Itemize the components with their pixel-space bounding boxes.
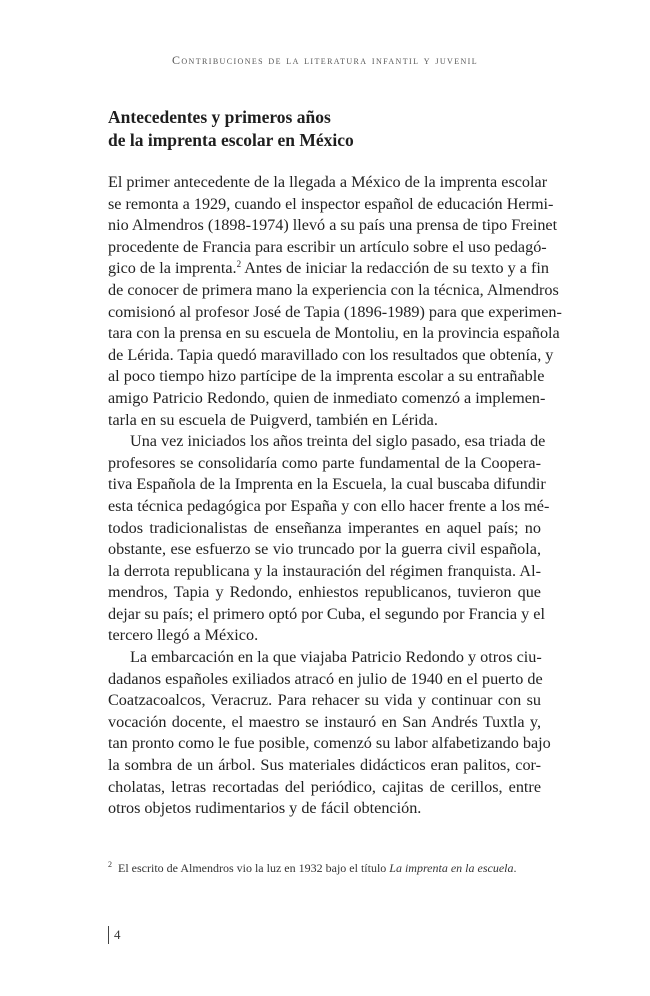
text-line: cholatas, letras recortadas del periódico, cajitas de cerillos, entre <box>108 777 541 796</box>
text-line: tercero llegó a México. <box>108 626 259 645</box>
text-line: amigo Patricio Redondo, quien de inmediato comenzó a implemen- <box>108 388 546 407</box>
footnote-text-end: . <box>513 861 517 875</box>
text-line: Coatzacoalcos, Veracruz. Para rehacer su vida y continuar con su <box>108 691 541 710</box>
footnote-ref: 2 <box>236 259 242 270</box>
text-line: tiva Española de la Imprenta en la Escuela, la cual buscaba difundir <box>108 475 546 494</box>
footnote <box>108 860 548 876</box>
text-line: dejar su país; el primero optó por Cuba, el segundo por Francia y el <box>108 604 545 623</box>
text-line: obstante, ese esfuerzo se vio truncado por la guerra civil española, <box>108 540 541 559</box>
text-line: La embarcación en la que viajaba Patricio Redondo y otros ciu- <box>130 648 542 667</box>
page-number: 4 <box>108 926 121 944</box>
text-line: tarla en su escuela de Puigverd, también en Lérida. <box>108 410 438 429</box>
text-line: procedente de Francia para escribir un artículo sobre el uso pedagó- <box>108 237 547 256</box>
text-line: dadanos españoles exiliados atracó en julio de 1940 en el puerto de <box>108 669 543 688</box>
text-line: tan pronto como le fue posible, comenzó su labor alfabetizando bajo <box>108 734 551 753</box>
text-fragment: Antes de iniciar la redacción de su texto y a fin <box>244 259 549 278</box>
text-line: al poco tiempo hizo partícipe de la imprenta escolar a su entrañable <box>108 367 545 386</box>
text-line: mendros, Tapia y Redondo, enhiestos republicanos, tuvieron que <box>108 583 541 602</box>
text-line: de conocer de primera mano la experiencia con la técnica, Almendros <box>108 280 559 299</box>
text-line: esta técnica pedagógica por España y con ello hacer frente a los mé- <box>108 496 550 515</box>
text-line <box>108 258 549 280</box>
text-line: otros objetos rudimentarios y de fácil obtención. <box>108 799 422 818</box>
text-line: vocación docente, el maestro se instauró en San Andrés Tuxtla y, <box>108 712 541 731</box>
text-line: de Lérida. Tapia quedó maravillado con los resultados que obtenía, y <box>108 345 554 364</box>
section-title-line-1: Antecedentes y primeros años <box>108 107 331 127</box>
text-line: nio Almendros (1898-1974) llevó a su país una prensa de tipo Freinet <box>108 216 558 235</box>
text-line: la sombra de un árbol. Sus materiales didácticos eran palitos, cor- <box>108 756 541 775</box>
footnote-number: 2 <box>108 860 112 869</box>
text-line: Una vez iniciados los años treinta del siglo pasado, esa triada de <box>130 432 546 451</box>
text-line: tara con la prensa en su escuela de Montoliu, en la provincia española <box>108 324 560 343</box>
section-title <box>108 106 548 152</box>
text-line: se remonta a 1929, cuando el inspector español de educación Hermi- <box>108 194 554 213</box>
running-header: Contribuciones de la literatura infantil y juvenil <box>171 53 479 67</box>
footnote-text: El escrito de Almendros vio la luz en 1932 bajo el título <box>118 861 390 875</box>
body-text <box>108 172 562 820</box>
text-line: la derrota republicana y la instauración del régimen franquista. Al- <box>108 561 541 580</box>
section-title-line-2: de la imprenta escolar en México <box>108 130 354 150</box>
text-line: profesores se consolidaría como parte fundamental de la Coopera- <box>108 453 541 472</box>
text-line: todos tradicionalistas de enseñanza imperantes en aquel país; no <box>108 518 541 537</box>
text-fragment: gico de la imprenta. <box>108 259 237 278</box>
text-line: comisionó al profesor José de Tapia (1896-1989) para que experimen- <box>108 302 562 321</box>
text-line: El primer antecedente de la llegada a México de la imprenta escolar <box>108 173 548 191</box>
footnote-cited-title: La imprenta en la escuela <box>389 861 514 875</box>
